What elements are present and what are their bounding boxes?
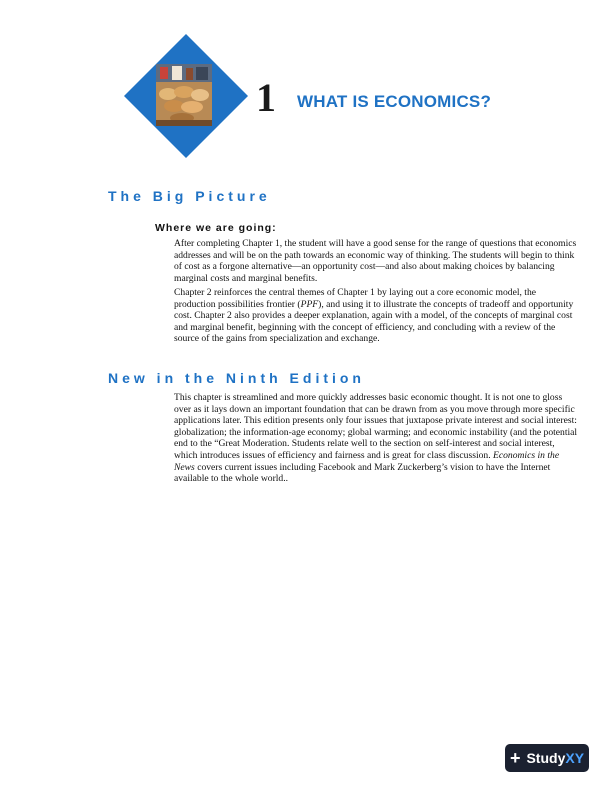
subheading-where-we-are-going: Where we are going:	[155, 222, 277, 234]
paragraph-new-edition	[174, 392, 578, 485]
paragraph-chapter2-text-a: Chapter 2 reinforces the central themes of Chapter 1 by laying out a core economic model, the production possibilities frontier (	[174, 287, 537, 310]
plus-icon: +	[509, 748, 521, 768]
brand-main: Study	[526, 750, 566, 766]
brand-accent: XY	[565, 750, 585, 766]
paragraph-chapter2-text-b: ), and using it to illustrate the concepts of tradeoff and opportunity cost. Chapter 2 also provides a deeper explanation, again with a model, of the concepts of marginal cost and marginal benefit, beginning with the concept of efficiency, and concluding with a review of the source of the gains from specialization and exchange.	[174, 298, 574, 345]
chapter-emblem	[124, 34, 248, 158]
studyxy-brand	[526, 750, 584, 766]
chapter-title: WHAT IS ECONOMICS?	[297, 92, 492, 111]
chapter-number: 1	[256, 75, 276, 120]
paragraph-chapter2-overview	[174, 287, 578, 345]
paragraph-chapter1-overview: After completing Chapter 1, the student will have a good sense for the range of questions that economics addresses and will be on the path towards an economic way of thinking. The students will begin to think of cost as a forgone alternative—an opportunity cost—and also about making choices by balancing marginal costs and marginal benefits.	[174, 238, 577, 284]
chapter-diamond-graphic	[124, 34, 248, 158]
market-bread-photo	[156, 64, 212, 126]
section-heading-new-edition: New in the Ninth Edition	[108, 370, 365, 386]
section-heading-big-picture: The Big Picture	[108, 188, 271, 204]
paragraph-new-edition-text-b: covers current issues including Facebook and Mark Zuckerberg’s vision to have the Internet available to the whole world..	[174, 461, 551, 485]
studyxy-badge[interactable]	[505, 744, 589, 772]
paragraph-new-edition-text-a: This chapter is streamlined and more quickly addresses basic economic thought. It is not one to gloss over as it lays down an important foundation that can be drawn from as you move through more specific applications later. This edition presents only four issues that juxtapose private interest and social interest: globalization; the information-age economy; global warming; and economic instability (and the potential end to the “Great Moderation. Students relate well to the section on self-interest and social interest, which introduces issues of efficiency and fairness and is great for class discussion.	[174, 392, 578, 461]
paragraph-chapter2-ppf: PPF	[300, 298, 319, 310]
economics-in-the-news-title: Economics in the News	[174, 449, 560, 473]
